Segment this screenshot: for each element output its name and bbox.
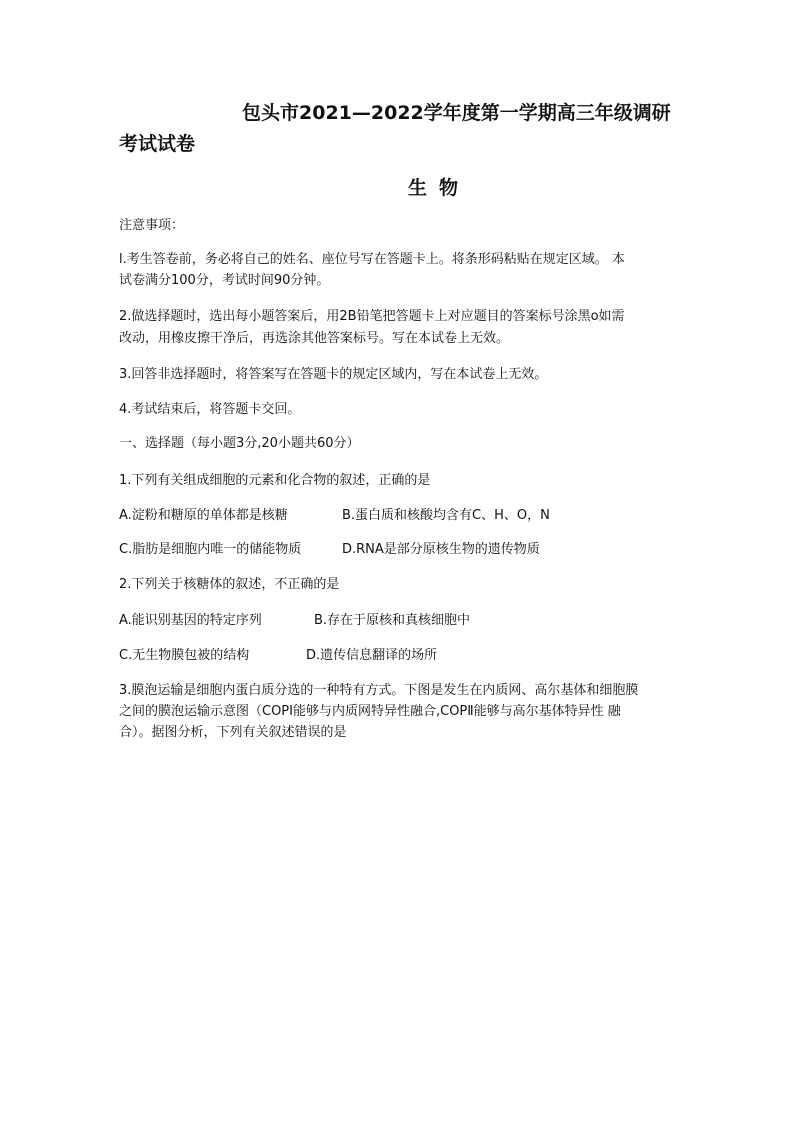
notice-item4: 4.考试结束后，将答题卡交回。: [119, 402, 301, 417]
question-2-options-row1: [119, 612, 470, 630]
question-2-option-c: C.无生物膜包被的结构: [119, 648, 250, 663]
question-1-option-a: A.淀粉和糖原的单体都是核糖: [119, 508, 288, 523]
notice-item1-line1: l.考生答卷前，务必将自己的姓名、座位号写在答题卡上。将条形码粘贴在规定区域。 本: [119, 252, 625, 267]
question-1-stem: 1.下列有关组成细胞的元素和化合物的叙述，正确的是: [119, 473, 431, 488]
exam-title-line1: 包头市2021—2022学年度第一学期高三年级调研: [242, 102, 671, 124]
question-2-options-row2: [119, 647, 437, 665]
exam-title-line2: 考试试卷: [119, 133, 196, 155]
question-2-option-d: D.遗传信息翻译的场所: [306, 648, 438, 663]
question-1-option-c: C.脂肪是细胞内唯一的储能物质: [119, 542, 302, 557]
question-3-stem-line1: 3.膜泡运输是细胞内蛋白质分选的一种特有方式。下图是发生在内质网、高尔基体和细胞膜: [119, 683, 639, 698]
notice-heading: 注意事项：: [119, 218, 185, 233]
question-1-option-d: D.RNA是部分原核生物的遗传物质: [342, 542, 540, 557]
notice-item1-line2: 试卷满分100分，考试时间90分钟。: [119, 273, 330, 288]
question-1-options-row2: [119, 541, 540, 559]
question-1-options-row1: [119, 507, 550, 525]
notice-item3: 3.回答非选择题时，将答案写在答题卡的规定区域内，写在本试卷上无效。: [119, 367, 548, 382]
question-2-stem: 2.下列关于核糖体的叙述，不正确的是: [119, 577, 340, 592]
question-2-option-b: B.存在于原核和真核细胞中: [314, 613, 471, 628]
subject-title: 生物: [408, 177, 471, 199]
question-3-stem-line2: 之间的膜泡运输示意图（COPⅠ能够与内质网特异性融合,COPⅡ能够与高尔基体特异性 融: [119, 704, 621, 719]
question-2-option-a: A.能识别基因的特定序列: [119, 613, 262, 628]
notice-item2-line1: 2.做选择题时，选出每小题答案后，用2B铅笔把答题卡上对应题目的答案标号涂黑o如需: [119, 309, 625, 324]
notice-item2-line2: 改动，用橡皮擦干净后，再选涂其他答案标号。写在本试卷上无效。: [119, 331, 510, 346]
section1-heading: 一、选择题（每小题3分,20小题共60分）: [119, 436, 360, 451]
question-1-option-b: B.蛋白质和核酸均含有C、H、O，N: [342, 508, 550, 523]
question-3-stem-line3: 合）。据图分析，下列有关叙述错误的是: [119, 725, 347, 740]
